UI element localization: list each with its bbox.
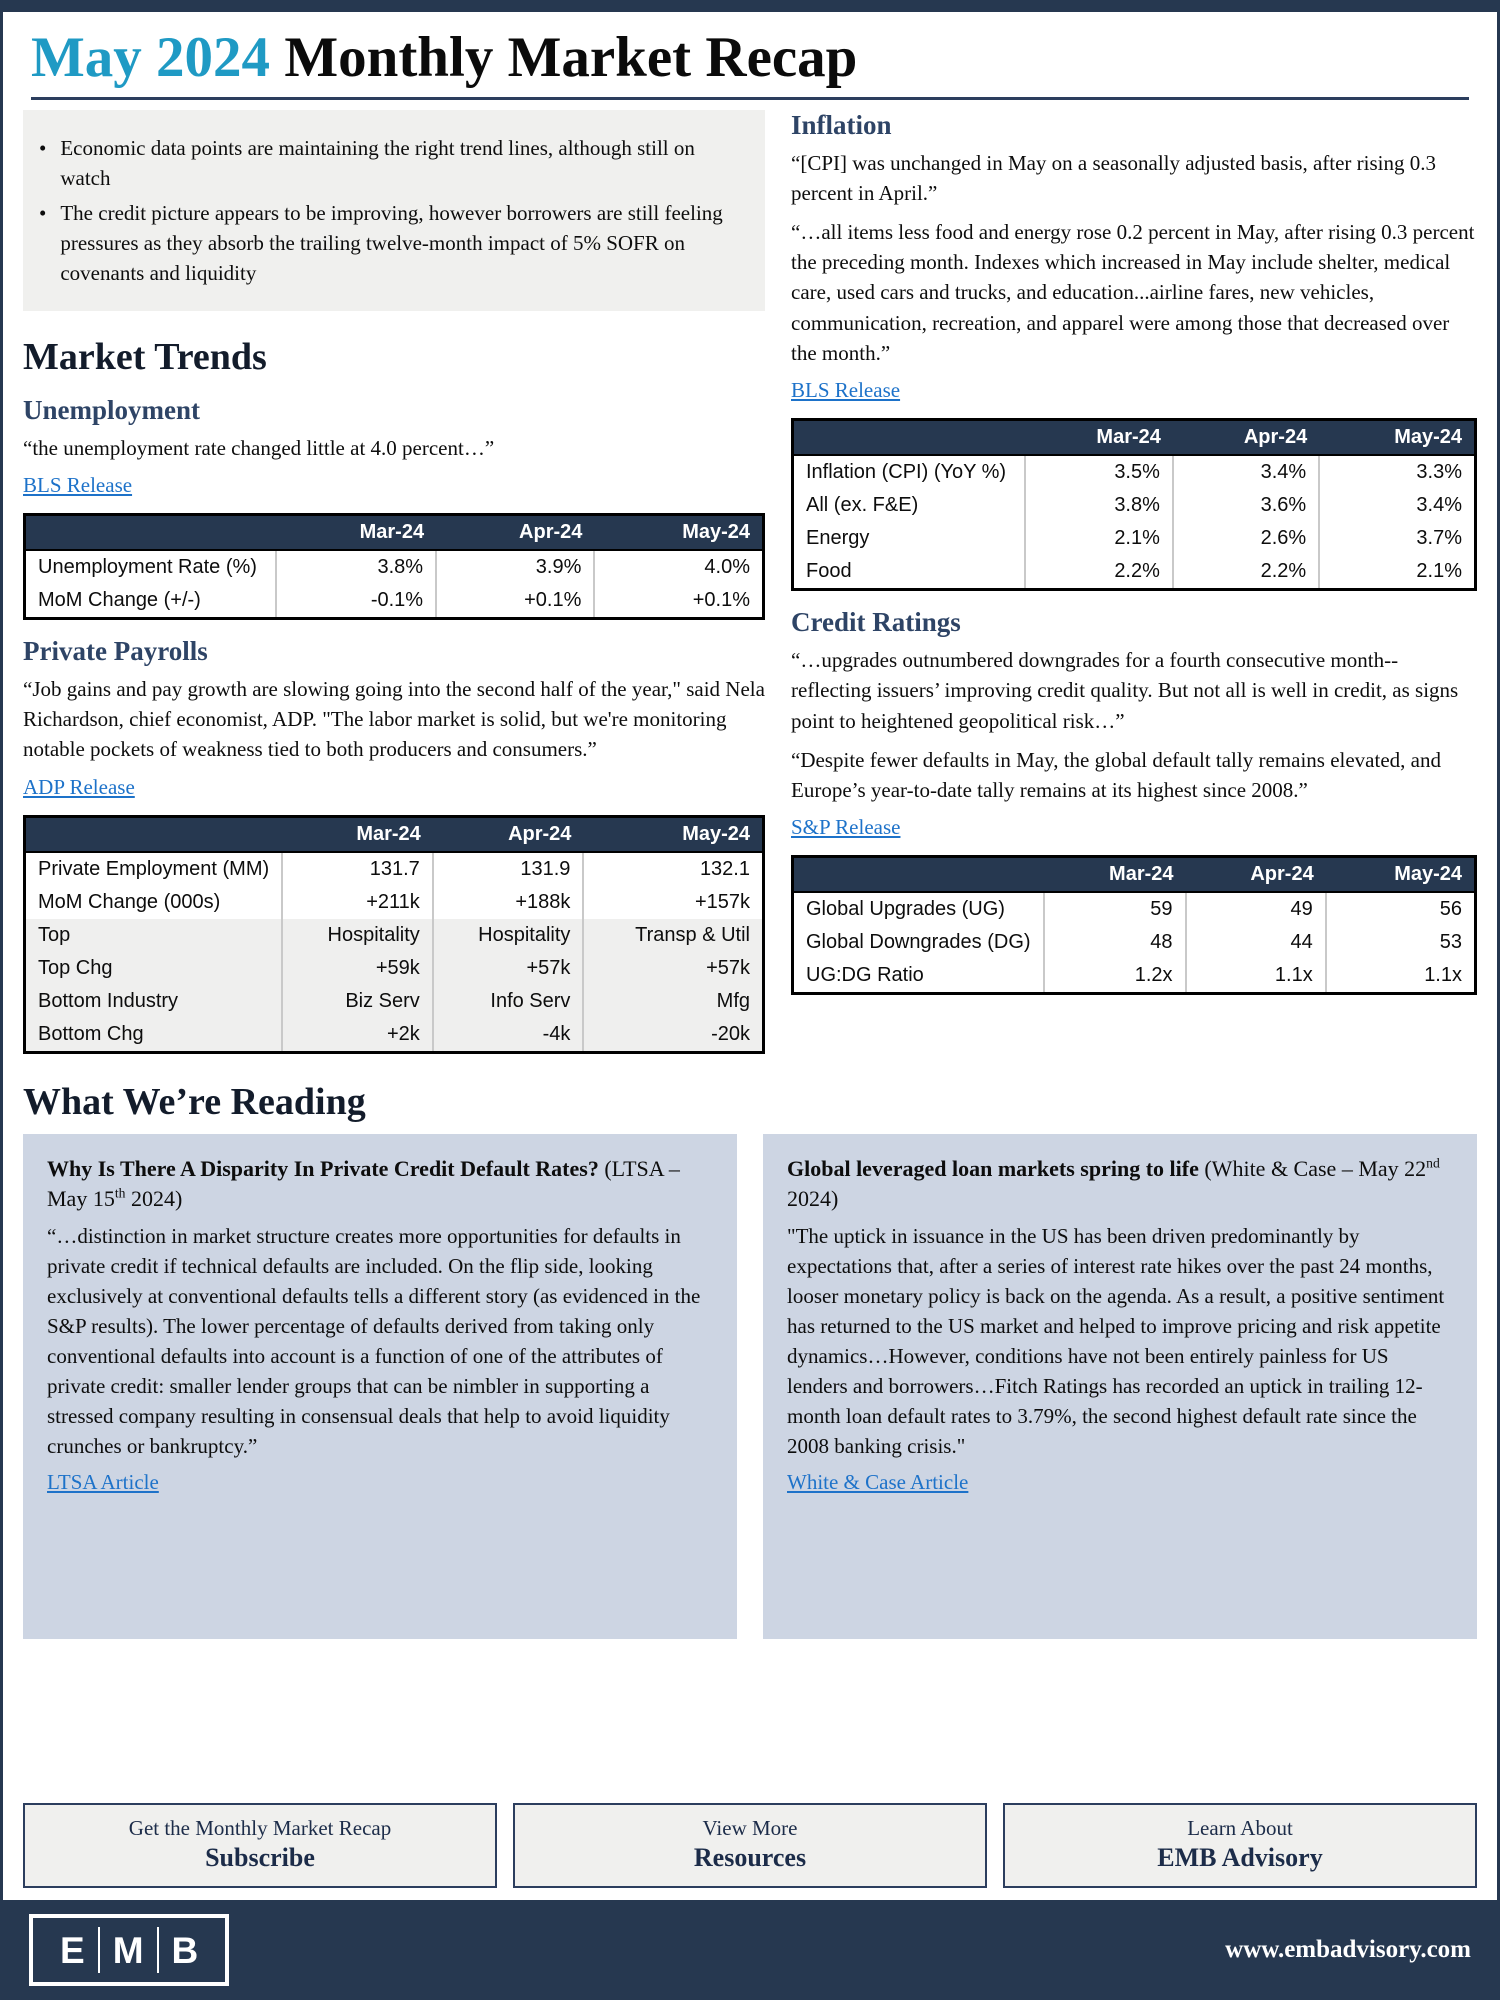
title-month: May 2024 [31, 26, 271, 89]
row-label: Top Chg [25, 952, 283, 985]
cell: 1.2x [1044, 959, 1186, 994]
column-header: May-24 [594, 514, 763, 550]
article-title-bold: Global leveraged loan markets spring to life [787, 1155, 1199, 1181]
summary-bullet-1 [39, 133, 743, 193]
article-meta: 2024) [787, 1185, 839, 1211]
cell: Hospitality [282, 919, 433, 952]
cell: -4k [433, 1018, 584, 1053]
bullet-glyph: • [39, 200, 47, 225]
column-header: May-24 [1326, 857, 1476, 893]
cell: 132.1 [583, 852, 763, 886]
subscribe-button-label: Subscribe [205, 1843, 315, 1872]
table-row [793, 892, 1476, 926]
table-header-row [25, 514, 764, 550]
cell: +0.1% [436, 584, 594, 619]
article-date-suffix: th [114, 1185, 126, 1201]
summary-bullet-2 [39, 198, 743, 288]
top-accent-bar [3, 0, 1497, 12]
emb-logo [29, 1914, 229, 1986]
summary-bullet-1-text: Economic data points are maintaining the right trend lines, although still on watch [60, 135, 695, 190]
cell: 4.0% [594, 550, 763, 584]
cell: Transp & Util [583, 919, 763, 952]
cell: 131.9 [433, 852, 584, 886]
cell: +0.1% [594, 584, 763, 619]
reading-cards [3, 1126, 1497, 1639]
private-payrolls-table [23, 815, 765, 1054]
column-header-blank [793, 857, 1044, 893]
private-payrolls-quote: “Job gains and pay growth are slowing going into the second half of the year," said Nela Richardson, chief economist, ADP. "The labor market is solid, but we're monitoring notable pockets of weakness tied to both producers and consumers.” [23, 676, 765, 762]
cell: 53 [1326, 926, 1476, 959]
summary-bullet-2-text: The credit picture appears to be improving, however borrowers are still feeling pressures as they absorb the trailing twelve-month impact of 5% SOFR on covenants and liquidity [60, 200, 723, 285]
table-row [25, 985, 764, 1018]
column-header-blank [793, 420, 1025, 456]
article-meta: (LTSA – May 15 [47, 1155, 680, 1211]
cell: 2.2% [1025, 555, 1173, 590]
cell: 3.6% [1173, 489, 1319, 522]
cta-button-row [23, 1803, 1477, 1888]
emb-advisory-button[interactable] [1003, 1803, 1477, 1888]
subscribe-button[interactable] [23, 1803, 497, 1888]
cell: 2.2% [1173, 555, 1319, 590]
credit-ratings-table [791, 855, 1477, 995]
cell: +59k [282, 952, 433, 985]
unemployment-table [23, 513, 765, 620]
table-row [793, 926, 1476, 959]
cell: 56 [1326, 892, 1476, 926]
cell: 3.7% [1319, 522, 1475, 555]
cell: -0.1% [276, 584, 436, 619]
cell: +188k [433, 886, 584, 919]
table-header-row [793, 420, 1476, 456]
cell: +57k [583, 952, 763, 985]
cell: 2.1% [1025, 522, 1173, 555]
ltsa-article-link[interactable]: LTSA Article [47, 1470, 159, 1495]
main-columns [3, 100, 1497, 1062]
table-row [793, 522, 1476, 555]
cell: Info Serv [433, 985, 584, 1018]
cell: +211k [282, 886, 433, 919]
unemployment-bls-release-link[interactable]: BLS Release [23, 472, 133, 497]
resources-button[interactable] [513, 1803, 987, 1888]
cell: 131.7 [282, 852, 433, 886]
column-header: Apr-24 [1186, 857, 1326, 893]
cell: 2.6% [1173, 522, 1319, 555]
column-header: Mar-24 [1044, 857, 1186, 893]
cell: 3.3% [1319, 455, 1475, 489]
table-row [25, 919, 764, 952]
article-meta: 2024) [125, 1185, 183, 1211]
unemployment-quote: “the unemployment rate changed little at 4.0 percent…” [23, 435, 495, 460]
reading-card-ltsa [23, 1134, 737, 1639]
cell: 1.1x [1186, 959, 1326, 994]
reading-card-white-case [763, 1134, 1477, 1639]
subsection-inflation: Inflation [791, 109, 892, 140]
credit-ratings-quote-2: “Despite fewer defaults in May, the global default tally remains elevated, and Europe’s year-to-date tally remains at its highest since 2008.” [791, 747, 1441, 803]
row-label: Global Upgrades (UG) [806, 898, 1005, 921]
sp-release-link[interactable]: S&P Release [791, 815, 901, 840]
article-body: "The uptick in issuance in the US has been driven predominantly by expectations that, after a series of interest rate hikes over the past 24 months, looser monetary policy is back on the agenda. As a result, a positive sentiment has returned to the US market and helped to improve pricing and risk appetite dynamics…However, conditions have not been entirely painless for US lenders and borrowers…Fitch Ratings has recorded an uptick in trailing 12-month loan default rates to 3.79%, the second highest default rate since the 2008 banking crisis." [787, 1224, 1445, 1459]
article-title-bold: Why Is There A Disparity In Private Credit Default Rates? [47, 1155, 599, 1181]
table-row [25, 550, 764, 584]
article-meta: (White & Case – May 22 [1198, 1155, 1427, 1181]
row-label: UG:DG Ratio [806, 964, 924, 987]
column-header: Apr-24 [436, 514, 594, 550]
inflation-table [791, 418, 1477, 591]
emb-advisory-button-caption: Learn About [1187, 1816, 1293, 1840]
cell: +157k [583, 886, 763, 919]
cell: 3.9% [436, 550, 594, 584]
subsection-unemployment: Unemployment [23, 394, 200, 425]
cell: 59 [1044, 892, 1186, 926]
table-row [25, 952, 764, 985]
summary-box [23, 110, 765, 311]
table-row [793, 489, 1476, 522]
cell: +2k [282, 1018, 433, 1053]
cell: 3.5% [1025, 455, 1173, 489]
cell: 1.1x [1326, 959, 1476, 994]
table-row [793, 455, 1476, 489]
bullet-glyph: • [39, 135, 47, 160]
inflation-bls-release-link[interactable]: BLS Release [791, 378, 901, 403]
resources-button-label: Resources [693, 1843, 807, 1872]
row-label: All (ex. F&E) [806, 494, 919, 517]
cell: 48 [1044, 926, 1186, 959]
credit-ratings-quote-1: “…upgrades outnumbered downgrades for a fourth consecutive month--reflecting issuers’ improving credit quality. But not all is well in credit, as signs point to heightened geopolitical risk…” [791, 648, 1459, 733]
column-header: May-24 [583, 816, 763, 852]
cell: 3.4% [1173, 455, 1319, 489]
cell: Biz Serv [282, 985, 433, 1018]
row-label: Unemployment Rate (%) [38, 555, 257, 578]
row-label: Private Employment (MM) [38, 857, 270, 880]
cell: 44 [1186, 926, 1326, 959]
inflation-quote-2: “…all items less food and energy rose 0.2 percent in May, after rising 0.3 percent the preceding month. Indexes which increased in May include shelter, medical care, used cars and trucks, and education...airline fares, new vehicles, communication, recreation, and apparel were among those that decreased over the month.” [791, 220, 1475, 365]
article-body: “…distinction in market structure creates more opportunities for defaults in private credit if technical defaults are included. On the flip side, looking exclusively at conventional defaults tells a different story (as evidenced in the S&P results). The lower percentage of defaults derived from taking only conventional defaults into account is a function of one of the attributes of private credit: smaller lender groups that can be nimbler in supporting a stressed company resulting in consensual deals that help to avoid liquidity crunches or bankruptcy.” [47, 1224, 701, 1459]
cell: 3.4% [1319, 489, 1475, 522]
logo-letter-e: E [60, 1929, 85, 1971]
column-header: Apr-24 [433, 816, 584, 852]
article-title [787, 1154, 1453, 1215]
column-header: May-24 [1319, 420, 1475, 456]
column-header: Apr-24 [1173, 420, 1319, 456]
cell: +57k [433, 952, 584, 985]
emb-advisory-button-label: EMB Advisory [1157, 1843, 1323, 1872]
table-header-row [25, 816, 764, 852]
adp-release-link[interactable]: ADP Release [23, 774, 135, 799]
table-row [25, 852, 764, 886]
cell: 3.8% [1025, 489, 1173, 522]
cell: Mfg [583, 985, 763, 1018]
row-label: Inflation (CPI) (YoY %) [806, 461, 1007, 484]
resources-button-caption: View More [702, 1816, 798, 1840]
title-rest: Monthly Market Recap [284, 26, 858, 89]
right-column [791, 110, 1477, 1004]
column-header: Mar-24 [276, 514, 436, 550]
cell: -20k [583, 1018, 763, 1053]
website-url[interactable]: www.embadvisory.com [1225, 1936, 1471, 1963]
page-footer [3, 1900, 1497, 2000]
column-header: Mar-24 [282, 816, 433, 852]
summary-list [39, 133, 743, 288]
table-row [793, 959, 1476, 994]
page-title [3, 12, 1497, 95]
row-label: MoM Change (+/-) [38, 588, 201, 611]
section-what-were-reading: What We’re Reading [23, 1080, 366, 1123]
section-market-trends: Market Trends [23, 335, 267, 378]
left-column [23, 110, 765, 1062]
subsection-credit-ratings: Credit Ratings [791, 607, 961, 638]
table-row [25, 1018, 764, 1053]
inflation-quote-1: “[CPI] was unchanged in May on a seasonally adjusted basis, after rising 0.3 percent in April.” [791, 150, 1437, 205]
article-date-suffix: nd [1426, 1155, 1440, 1171]
table-row [25, 886, 764, 919]
cell: 2.1% [1319, 555, 1475, 590]
row-label: Bottom Industry [25, 985, 283, 1018]
table-header-row [793, 857, 1476, 893]
column-header-blank [25, 514, 276, 550]
row-label: Food [806, 560, 852, 583]
article-title [47, 1154, 713, 1215]
row-label: MoM Change (000s) [38, 890, 221, 913]
row-label: Top [25, 919, 283, 952]
row-label: Energy [806, 527, 870, 550]
table-row [793, 555, 1476, 590]
white-case-article-link[interactable]: White & Case Article [787, 1470, 969, 1495]
logo-letter-m: M [112, 1929, 144, 1971]
cell: Hospitality [433, 919, 584, 952]
table-row [25, 584, 764, 619]
row-label: Bottom Chg [25, 1018, 283, 1053]
subscribe-button-caption: Get the Monthly Market Recap [128, 1816, 392, 1840]
row-label: Global Downgrades (DG) [806, 931, 1031, 954]
subsection-private-payrolls: Private Payrolls [23, 635, 208, 666]
column-header: Mar-24 [1025, 420, 1173, 456]
cell: 49 [1186, 892, 1326, 926]
logo-letter-b: B [171, 1929, 199, 1971]
column-header-blank [25, 816, 283, 852]
cell: 3.8% [276, 550, 436, 584]
